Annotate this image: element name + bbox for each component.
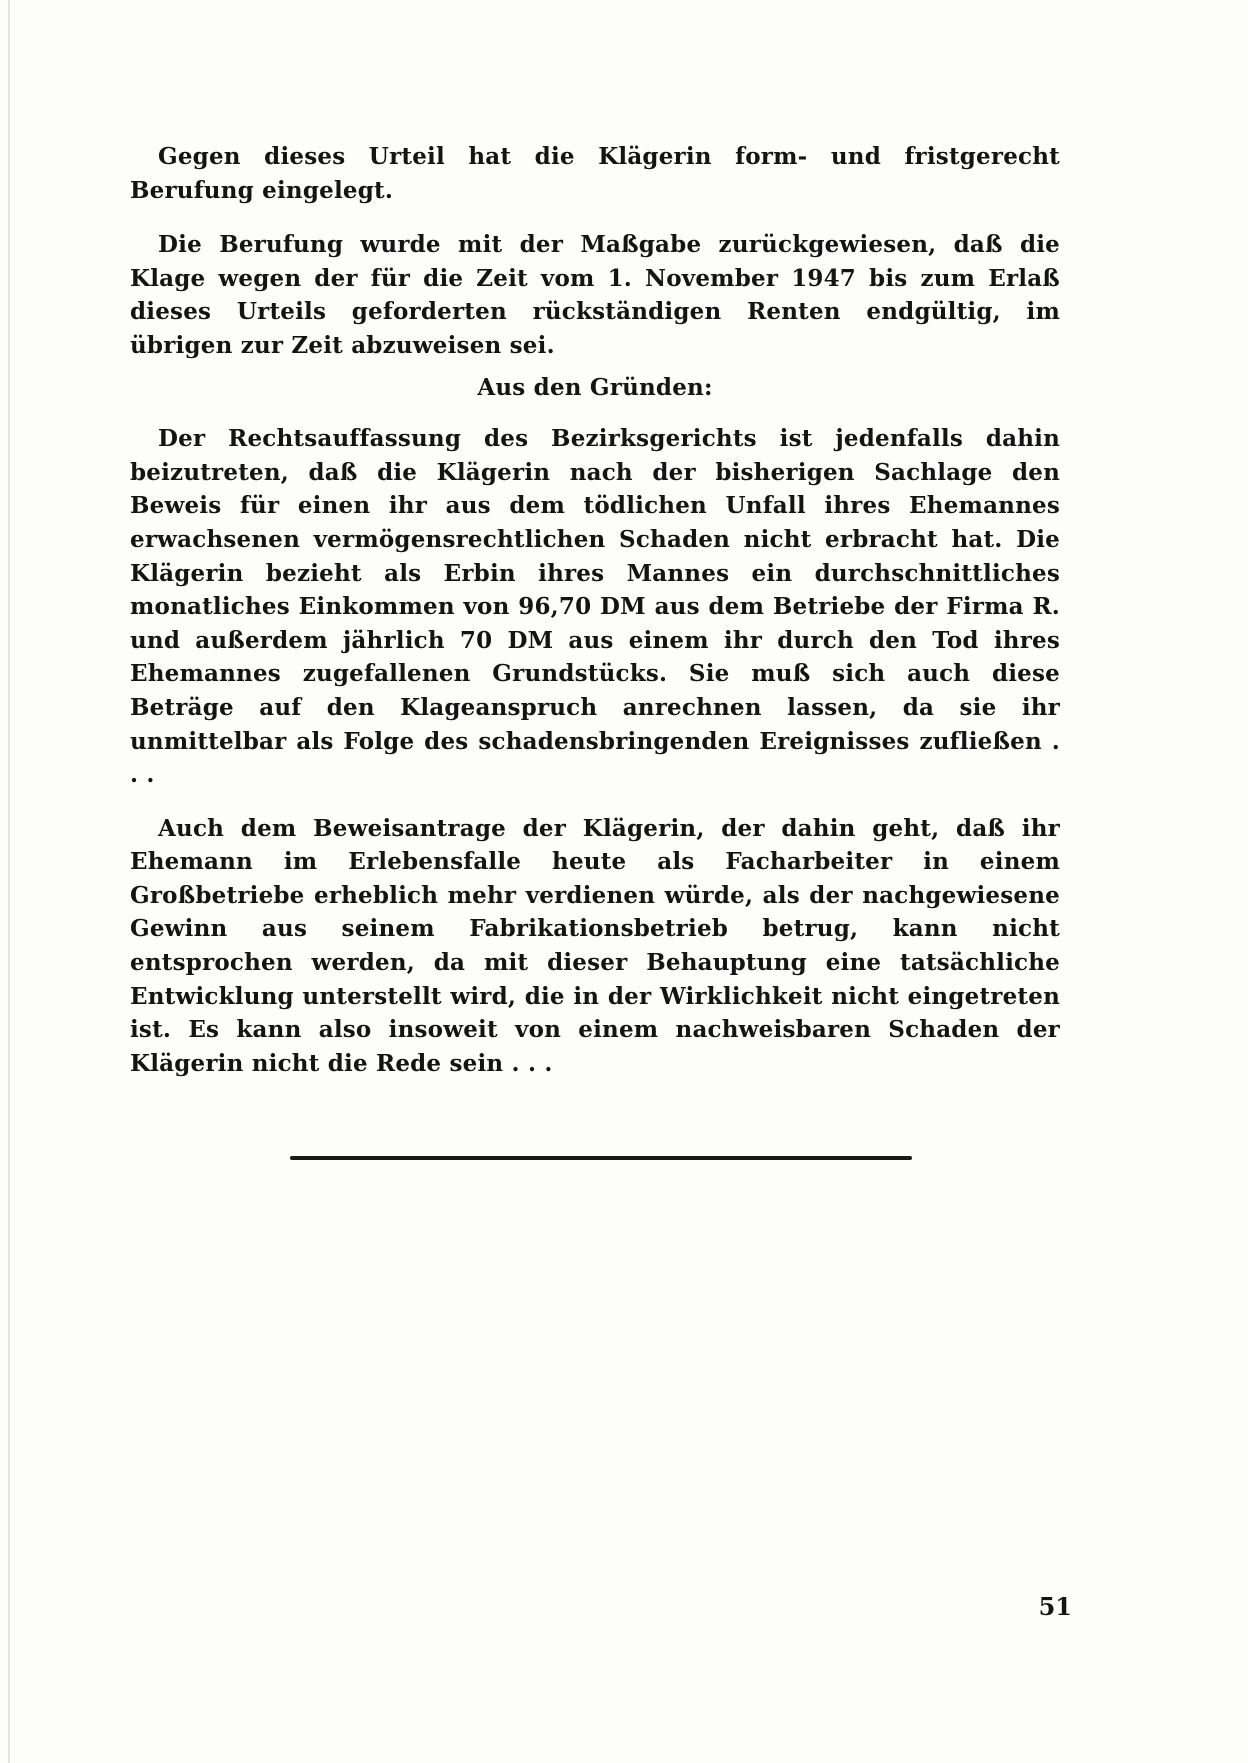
page-edge-shadow [8,0,10,1763]
horizontal-rule [290,1156,912,1160]
body-text [130,140,1060,1080]
paragraph-appeal-filed: Gegen dieses Urteil hat die Klägerin form- und fristgerecht Berufung eingelegt. [130,143,1060,204]
page-number: 51 [1038,1592,1072,1621]
paragraph-appeal-rejected: Die Berufung wurde mit der Maßgabe zurückgewiesen, daß die Klage wegen der für die Zeit vom 1. November 1947 bis zum Erlaß dieses Urteils geforderten rückständigen Renten endgültig, im übrigen zur Zeit abzuweisen sei. [130,231,1060,359]
section-heading: Aus den Gründen: [477,373,713,401]
paragraph-reasoning-evidence: Auch dem Beweisantrage der Klägerin, der dahin geht, daß ihr Ehemann im Erlebensfalle heute als Facharbeiter in einem Großbetriebe erheblich mehr verdienen würde, als der nachgewiesene Gewinn aus seinem Fabrikationsbetrieb betrug, kann nicht entsprochen werden, da mit dieser Behauptung eine tatsächliche Entwicklung unterstellt wird, die in der Wirklichkeit nicht eingetreten ist. Es kann also insoweit von einem nachweisbaren Schaden der Klägerin nicht die Rede sein . . . [130,814,1060,1077]
paragraph-reasoning-income: Der Rechtsauffassung des Bezirksgerichts ist jedenfalls dahin beizutreten, daß die Klägerin nach der bisherigen Sachlage den Beweis für einen ihr aus dem tödlichen Unfall ihres Ehemannes erwachsenen vermögensrechtlichen Schaden nicht erbracht hat. Die Klägerin bezieht als Erbin ihres Mannes ein durchschnittliches monatliches Einkommen von 96,70 DM aus dem Betriebe der Firma R. und außerdem jährlich 70 DM aus einem ihr durch den Tod ihres Ehemannes zugefallenen Grundstücks. Sie muß sich auch diese Beträge auf den Klageanspruch anrechnen lassen, da sie ihr unmittelbar als Folge des schadensbringenden Ereignisses zufließen . . . [130,425,1060,789]
